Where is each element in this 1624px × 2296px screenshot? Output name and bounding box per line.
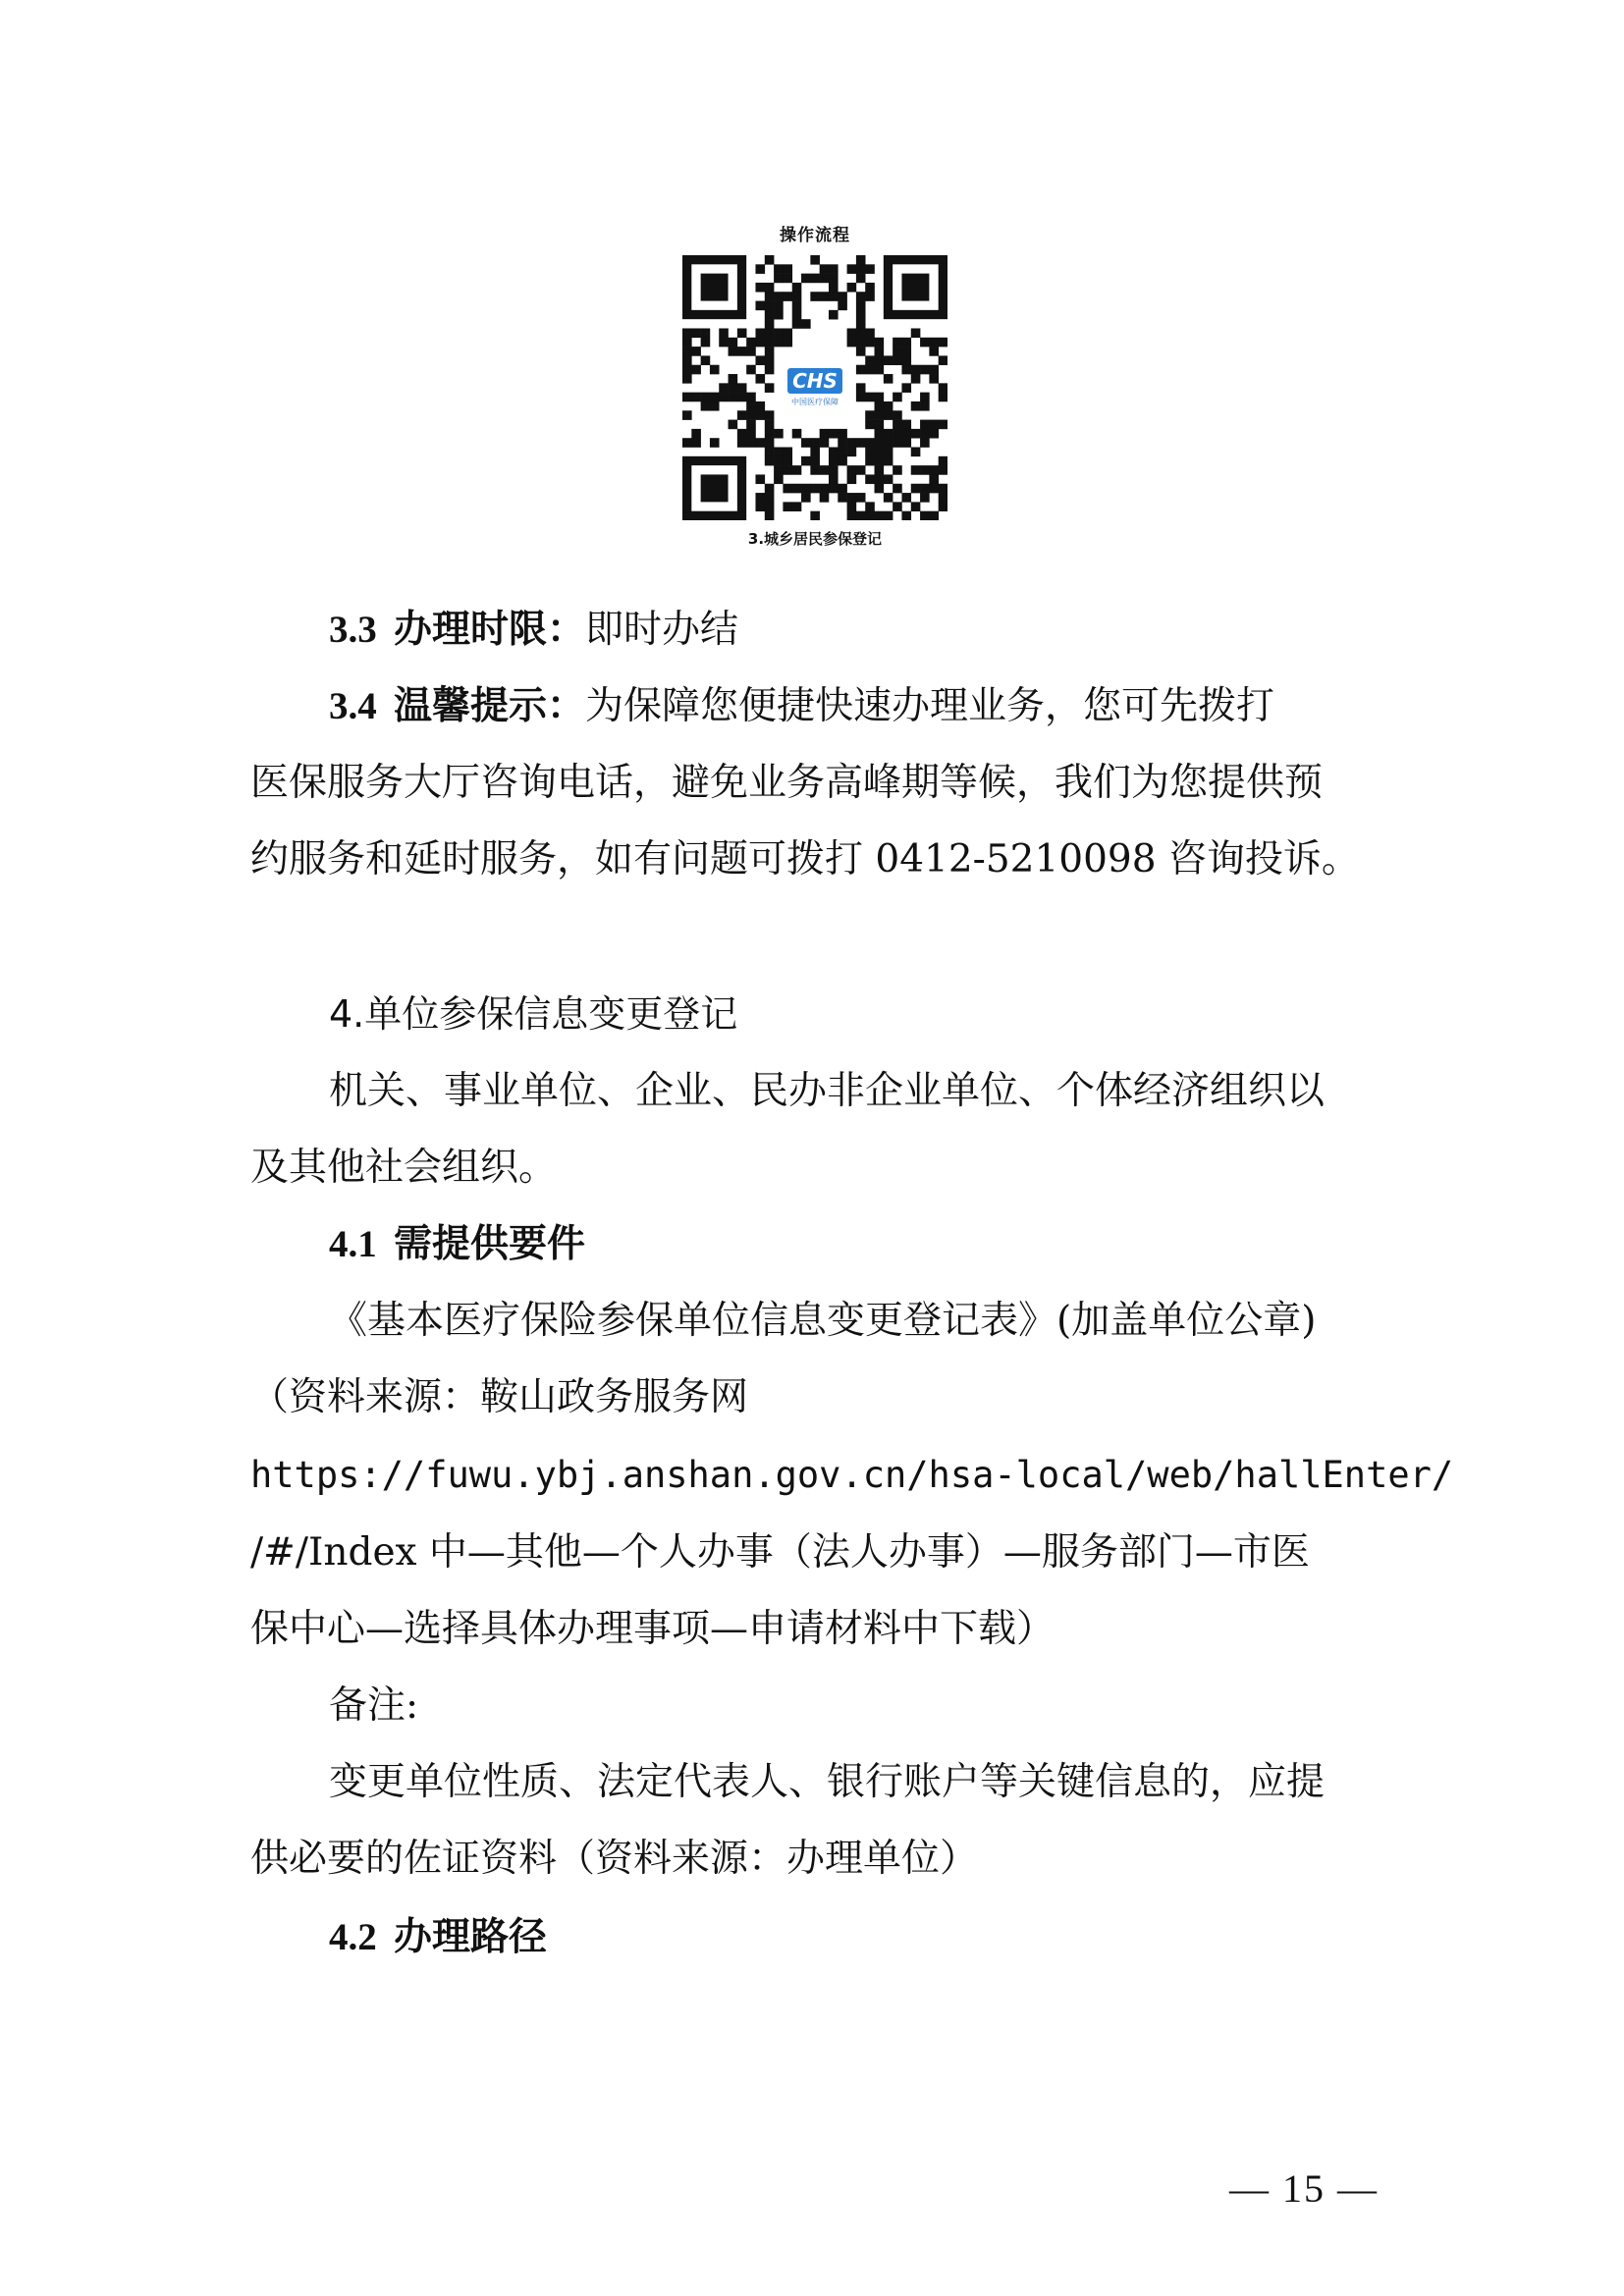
url-line[interactable]: https://fuwu.ybj.anshan.gov.cn/hsa-local/web/hallEnter/ [250,1454,1454,1496]
section-4-2 [329,1914,548,1959]
section-label: 温馨提示： [394,683,586,728]
qr-code-image[interactable] [682,255,947,520]
section-label: 办理时限： [394,607,586,652]
section-text: 即时办结 [585,608,739,652]
paragraph-line: 机关、事业单位、企业、民办非企业单位、个体经济组织以 [329,1069,1326,1113]
paragraph-line: /#/Index 中—其他—个人办事（法人办事）—服务部门—市医 [250,1530,1310,1575]
chs-logo-mark: CHS [787,368,842,394]
chs-logo-text: 中国医疗保障 [791,398,839,406]
section-number: 4.1 [329,1223,377,1265]
qr-caption-bottom: 3.城乡居民参保登记 [747,530,883,548]
qr-code-block [648,221,982,549]
paragraph-line: 医保服务大厅咨询电话，避免业务高峰期等候，我们为您提供预 [250,761,1324,805]
section-label: 需提供要件 [394,1221,586,1266]
paragraph-line: 约服务和延时服务，如有问题可拨打 0412-5210098 咨询投诉。 [250,837,1360,881]
paragraph-line: 为保障您便捷快速办理业务，您可先拨打 [585,684,1275,728]
section-3-3 [329,607,739,652]
paragraph-line: 供必要的佐证资料（资料来源：办理单位） [250,1837,979,1881]
section-number: 4.2 [329,1916,377,1958]
section-4-title: 4.单位参保信息变更登记 [329,992,738,1036]
qr-caption-top: 操作流程 [780,226,850,245]
paragraph-line: 及其他社会组织。 [250,1146,558,1190]
paragraph-line: （资料来源：鞍山政务服务网 [250,1375,749,1419]
paragraph-line: 《基本医疗保险参保单位信息变更登记表》(加盖单位公章) [329,1299,1317,1343]
paragraph-line: 保中心—选择具体办理事项—申请材料中下载） [250,1607,1056,1651]
chs-logo [784,356,846,419]
section-4-1 [329,1221,586,1266]
section-3-4 [329,683,1275,728]
section-number: 3.4 [329,685,377,727]
page-number: — 15 — [1229,2166,1379,2211]
note-label: 备注: [329,1683,419,1728]
section-label: 办理路径 [394,1914,548,1959]
paragraph-line: 变更单位性质、法定代表人、银行账户等关键信息的，应提 [329,1760,1326,1804]
section-number: 3.3 [329,609,377,651]
